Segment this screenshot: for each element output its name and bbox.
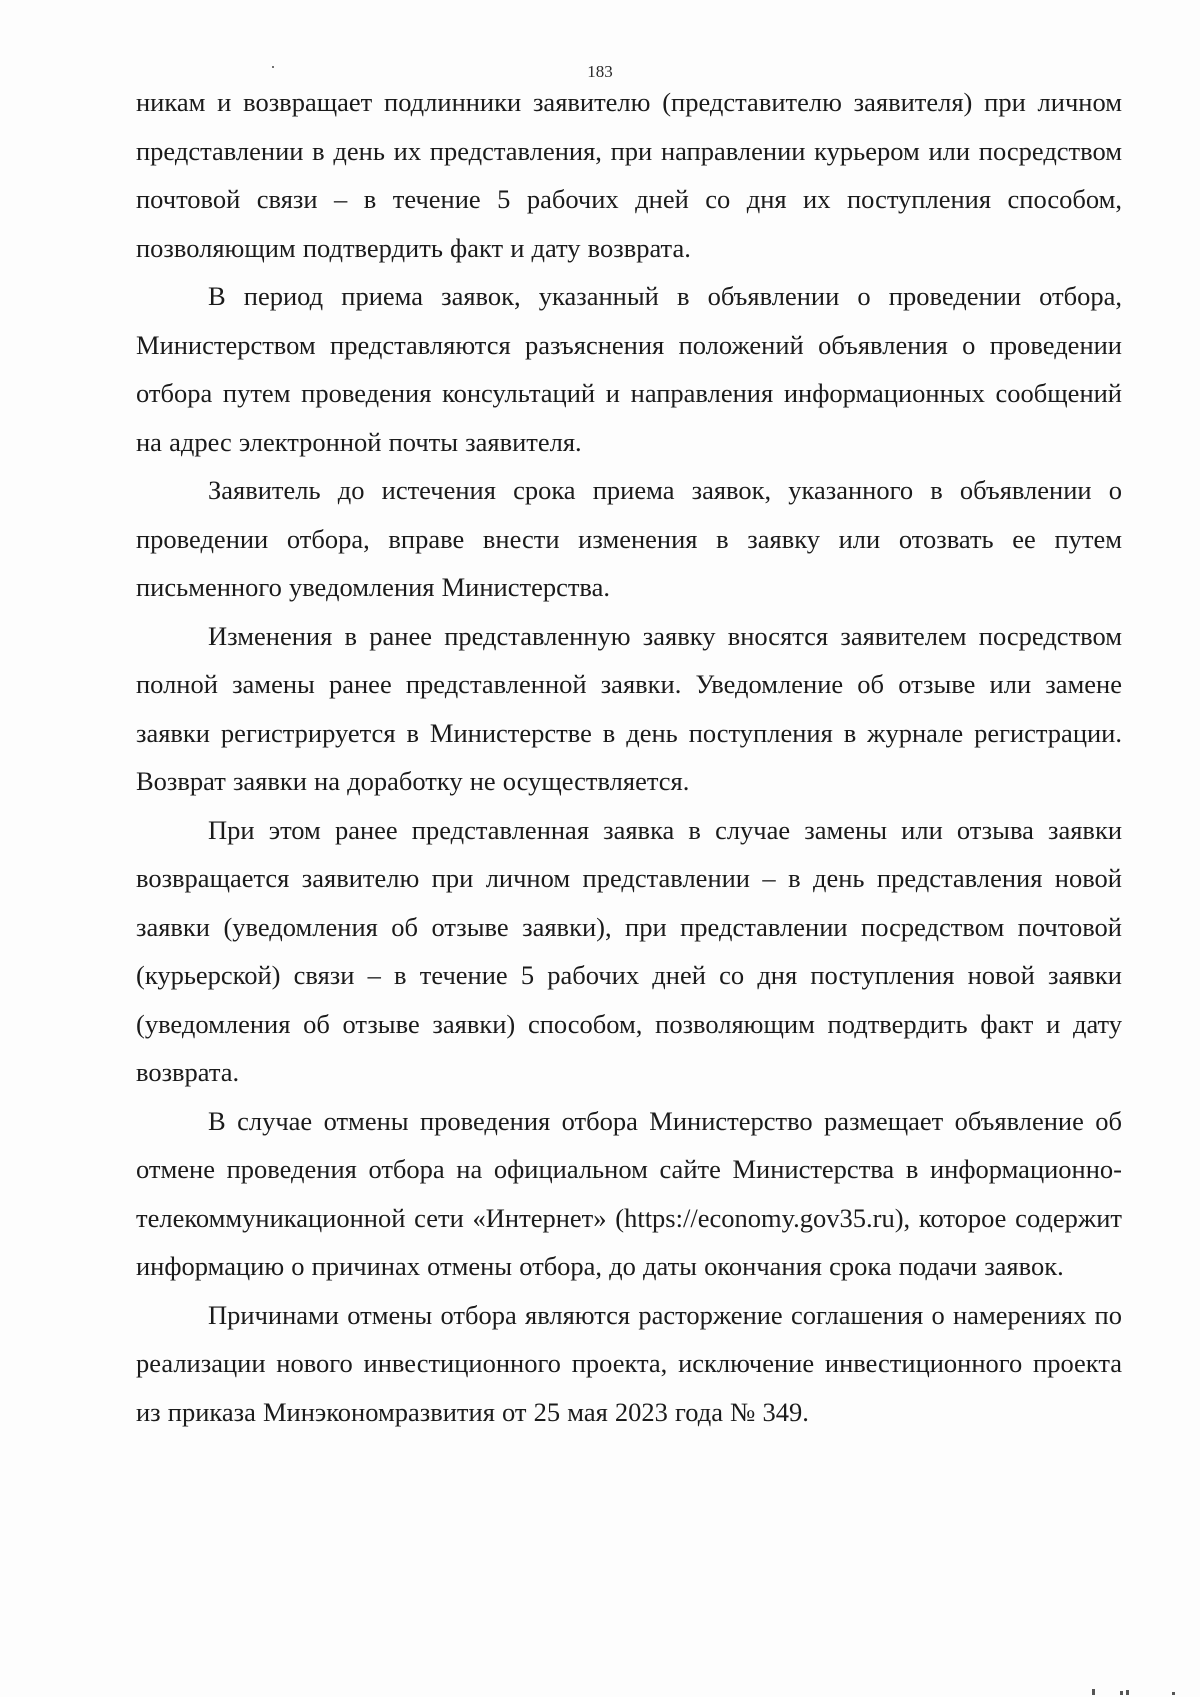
paragraph-2: В период приема заявок, указанный в объявлении о проведении отбора, Министерством представляются разъяснения положений объявления о проведении отбора путем проведения консультаций и направления информационных сообщений на адрес электронной почты заявителя. (136, 281, 1122, 457)
paragraph-5: При этом ранее представленная заявка в случае замены или отзыва заявки возвращается заявителю при личном представлении – в день представления новой заявки (уведомления об отзыве заявки), при представлении посредством почтовой (курьерской) связи – в течение 5 рабочих дней со дня поступления новой заявки (уведомления об отзыве заявки) способом, позволяющим подтвердить факт и дату возврата. (136, 814, 1122, 1087)
paragraph-3: Заявитель до истечения срока приема заявок, указанного в объявлении о проведении отбора, вправе внести изменения в заявку или отозвать ее путем письменного уведомления Министерства. (136, 475, 1122, 602)
paragraph-4: Изменения в ранее представленную заявку вносятся заявителем посредством полной замены ранее представленной заявки. Уведомление об отзыве или замене заявки регистрируется в Министерстве в день поступления в журнале регистрации. Возврат заявки на доработку не осуществляется. (136, 620, 1122, 796)
paragraph-6: В случае отмены проведения отбора Министерство размещает объявление об отмене проведения отбора на официальном сайте Министерства в информационно-телекоммуникационной сети «Интернет» (https://economy.gov35.ru), которое содержит информацию о причинах отмены отбора, до даты окончания срока подачи заявок. (136, 1105, 1122, 1281)
document-body (136, 78, 1122, 1436)
scan-speck (272, 66, 274, 68)
page-number: 183 (587, 62, 613, 81)
paragraph-1: никам и возвращает подлинники заявителю (представителю заявителя) при личном представлении в день их представления, при направлении курьером или посредством почтовой связи – в течение 5 рабочих дней со дня их поступления способом, позволяющим подтвердить факт и дату возврата. (136, 87, 1122, 263)
scan-edge-artifact (1090, 1687, 1180, 1695)
paragraph-7: Причинами отмены отбора являются расторжение соглашения о намерениях по реализации нового инвестиционного проекта, исключение инвестиционного проекта из приказа Минэкономразвития от 25 мая 2023 года № 349. (136, 1299, 1122, 1427)
